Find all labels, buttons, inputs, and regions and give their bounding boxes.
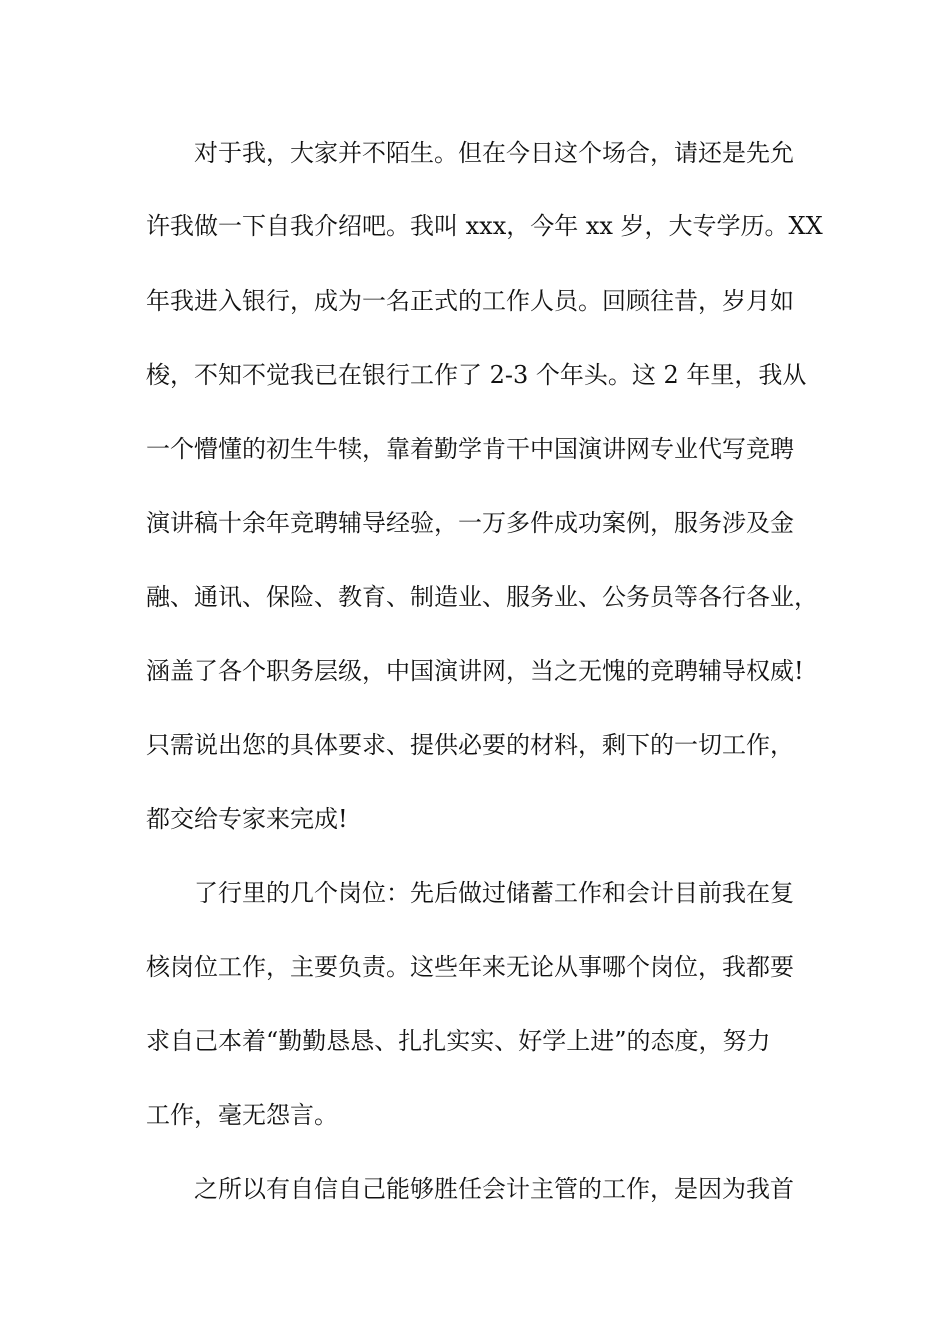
paragraph-2-line-3: 求自己本着“勤勤恳恳、扎扎实实、好学上进”的态度，努力 (146, 1027, 771, 1055)
paragraph-2-line-2: 核岗位工作，主要负责。这些年来无论从事哪个岗位，我都要 (146, 953, 794, 981)
paragraph-1-line-4: 梭，不知不觉我已在银行工作了 2-3 个年头。这 2 年里，我从 (146, 361, 807, 389)
paragraph-1-line-6: 演讲稿十余年竞聘辅导经验，一万多件成功案例，服务涉及金 (146, 509, 794, 537)
paragraph-2-line-1: 了行里的几个岗位：先后做过储蓄工作和会计目前我在复 (194, 879, 794, 907)
paragraph-1-line-2: 许我做一下自我介绍吧。我叫 xxx，今年 xx 岁，大专学历。XX (146, 212, 823, 240)
paragraph-1-line-3: 年我进入银行，成为一名正式的工作人员。回顾往昔，岁月如 (146, 287, 794, 315)
paragraph-1-line-7: 融、通讯、保险、教育、制造业、服务业、公务员等各行各业， (146, 583, 818, 611)
paragraph-1-line-8: 涵盖了各个职务层级，中国演讲网，当之无愧的竞聘辅导权威! (146, 657, 804, 685)
paragraph-1-line-10: 都交给专家来完成! (146, 805, 348, 833)
paragraph-1-line-5: 一个懵懂的初生牛犊，靠着勤学肯干中国演讲网专业代写竞聘 (146, 435, 794, 463)
paragraph-1-line-9: 只需说出您的具体要求、提供必要的材料，剩下的一切工作， (146, 731, 794, 759)
paragraph-1-line-1: 对于我，大家并不陌生。但在今日这个场合，请还是先允 (194, 139, 794, 167)
paragraph-3-line-1: 之所以有自信自己能够胜任会计主管的工作，是因为我首 (194, 1175, 794, 1203)
paragraph-2-line-4: 工作，毫无怨言。 (146, 1101, 338, 1129)
